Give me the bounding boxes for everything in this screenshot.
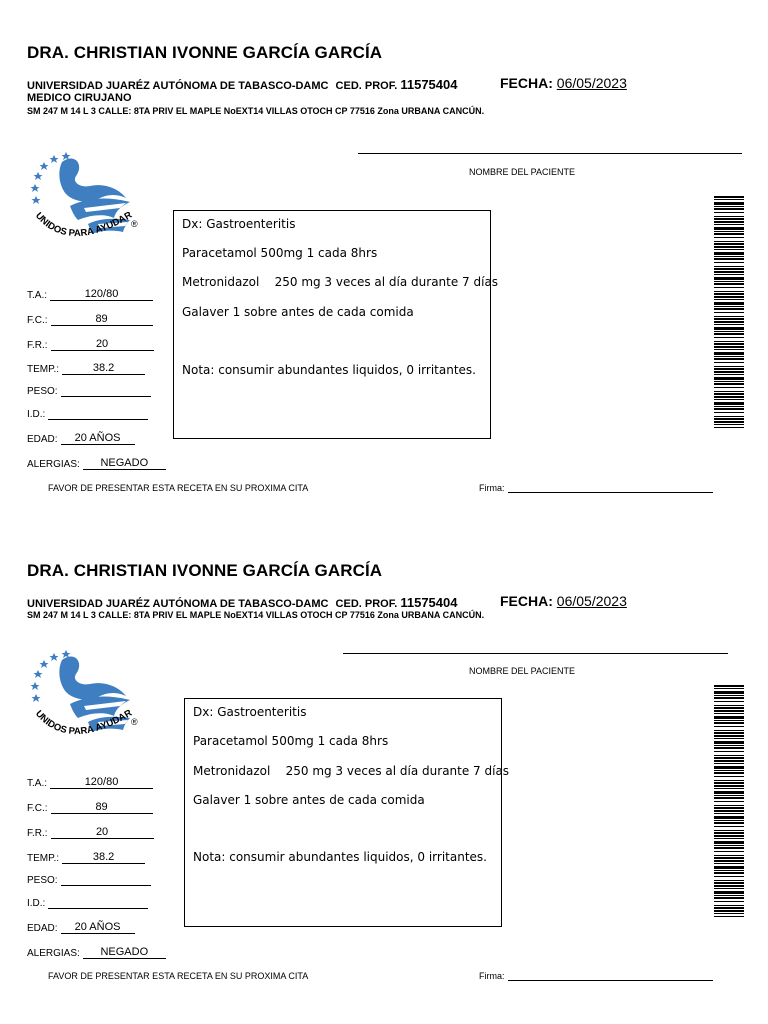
alergias-value: NEGADO bbox=[83, 457, 166, 470]
fecha: FECHA: 06/05/2023 bbox=[500, 593, 627, 609]
fc-value: 89 bbox=[51, 313, 153, 326]
patient-name-line bbox=[343, 653, 728, 654]
id-value bbox=[48, 908, 148, 909]
peso-value bbox=[61, 885, 151, 886]
firma-line bbox=[508, 971, 713, 981]
logo-text: UNIDOS PARA AYUDAR bbox=[33, 707, 135, 738]
fr-row: F.R.: 20 bbox=[27, 826, 154, 839]
address: SM 247 M 14 L 3 CALLE: 8TA PRIV EL MAPLE NoEXT14 VILLAS OTOCH CP 77516 Zona URBANA CANCÚN. bbox=[27, 106, 485, 116]
firma-line bbox=[508, 483, 713, 493]
rx-line-1: Paracetamol 500mg 1 cada 8hrs bbox=[193, 734, 389, 748]
rx-line-2: Metronidazol 250 mg 3 veces al día durante 7 días bbox=[182, 275, 499, 289]
logo-icon bbox=[26, 148, 146, 256]
address: SM 247 M 14 L 3 CALLE: 8TA PRIV EL MAPLE NoEXT14 VILLAS OTOCH CP 77516 Zona URBANA CANCÚN. bbox=[27, 610, 485, 620]
prescription-box bbox=[173, 210, 499, 439]
edad-row: EDAD: 20 AÑOS bbox=[27, 921, 135, 934]
rx-line-1: Paracetamol 500mg 1 cada 8hrs bbox=[182, 246, 378, 260]
logo-mark: ® bbox=[131, 219, 138, 229]
temp-row: TEMP.: 38.2 bbox=[27, 851, 145, 864]
fc-row: F.C.: 89 bbox=[27, 801, 153, 814]
firma: Firma: bbox=[479, 483, 713, 493]
doctor-name: DRA. CHRISTIAN IVONNE GARCÍA GARCÍA bbox=[27, 561, 383, 580]
fr-value: 20 bbox=[51, 338, 154, 351]
peso-row: PESO: bbox=[27, 875, 151, 886]
rx-dx: Dx: Gastroenteritis bbox=[182, 217, 296, 231]
university: UNIVERSIDAD JUARÉZ AUTÓNOMA DE TABASCO-DAMC bbox=[27, 80, 329, 92]
rx-line-3: Galaver 1 sobre antes de cada comida bbox=[182, 305, 414, 319]
temp-value: 38.2 bbox=[62, 851, 145, 864]
patient-label: NOMBRE DEL PACIENTE bbox=[469, 666, 576, 676]
edad-value: 20 AÑOS bbox=[61, 921, 135, 934]
rx-line-3: Galaver 1 sobre antes de cada comida bbox=[193, 793, 425, 807]
logo-text: UNIDOS PARA AYUDAR bbox=[33, 209, 135, 240]
id-value bbox=[48, 419, 148, 420]
alergias-row: ALERGIAS: NEGADO bbox=[27, 457, 166, 470]
footer-note: FAVOR DE PRESENTAR ESTA RECETA EN SU PROXIMA CITA bbox=[48, 483, 309, 493]
prescription-box bbox=[184, 698, 510, 927]
doctor-name: DRA. CHRISTIAN IVONNE GARCÍA GARCÍA bbox=[27, 43, 383, 62]
ta-row: T.A.: 120/80 bbox=[27, 288, 153, 301]
patient-label: NOMBRE DEL PACIENTE bbox=[469, 167, 576, 177]
ced-label: CED. PROF. bbox=[335, 598, 398, 610]
university-line bbox=[27, 595, 457, 610]
firma: Firma: bbox=[479, 971, 713, 981]
fecha-label: FECHA bbox=[500, 593, 549, 609]
fecha-value: 06/05/2023 bbox=[556, 75, 627, 91]
ced-label: CED. PROF. bbox=[335, 80, 398, 92]
peso-value bbox=[61, 396, 151, 397]
fecha-label: FECHA bbox=[500, 75, 549, 91]
edad-row: EDAD: 20 AÑOS bbox=[27, 432, 135, 445]
barcode-icon bbox=[714, 685, 744, 917]
ced-number: 11575404 bbox=[400, 77, 458, 92]
fc-value: 89 bbox=[51, 801, 153, 814]
id-row: I.D.: bbox=[27, 898, 148, 909]
edad-value: 20 AÑOS bbox=[61, 432, 135, 445]
ced-number: 11575404 bbox=[400, 595, 458, 610]
alergias-value: NEGADO bbox=[83, 946, 166, 959]
logo-icon bbox=[26, 646, 146, 754]
rx-dx: Dx: Gastroenteritis bbox=[193, 705, 307, 719]
fecha: FECHA: 06/05/2023 bbox=[500, 75, 627, 91]
fr-value: 20 bbox=[51, 826, 154, 839]
ta-value: 120/80 bbox=[50, 776, 153, 789]
fecha-value: 06/05/2023 bbox=[556, 593, 627, 609]
rx-note: Nota: consumir abundantes liquidos, 0 irritantes. bbox=[182, 363, 476, 377]
fr-row: F.R.: 20 bbox=[27, 338, 154, 351]
temp-value: 38.2 bbox=[62, 362, 145, 375]
temp-row: TEMP.: 38.2 bbox=[27, 362, 145, 375]
ta-value: 120/80 bbox=[50, 288, 153, 301]
peso-row: PESO: bbox=[27, 386, 151, 397]
specialty: MEDICO CIRUJANO bbox=[27, 92, 132, 104]
fc-row: F.C.: 89 bbox=[27, 313, 153, 326]
ta-row: T.A.: 120/80 bbox=[27, 776, 153, 789]
rx-line-2: Metronidazol 250 mg 3 veces al día durante 7 días bbox=[193, 764, 510, 778]
university-line bbox=[27, 77, 457, 92]
alergias-row: ALERGIAS: NEGADO bbox=[27, 946, 166, 959]
rx-note: Nota: consumir abundantes liquidos, 0 irritantes. bbox=[193, 850, 487, 864]
footer-note: FAVOR DE PRESENTAR ESTA RECETA EN SU PROXIMA CITA bbox=[48, 971, 309, 981]
logo-mark: ® bbox=[131, 717, 138, 727]
university: UNIVERSIDAD JUARÉZ AUTÓNOMA DE TABASCO-DAMC bbox=[27, 598, 329, 610]
patient-name-line bbox=[358, 153, 742, 154]
barcode-icon bbox=[714, 196, 744, 428]
id-row: I.D.: bbox=[27, 409, 148, 420]
